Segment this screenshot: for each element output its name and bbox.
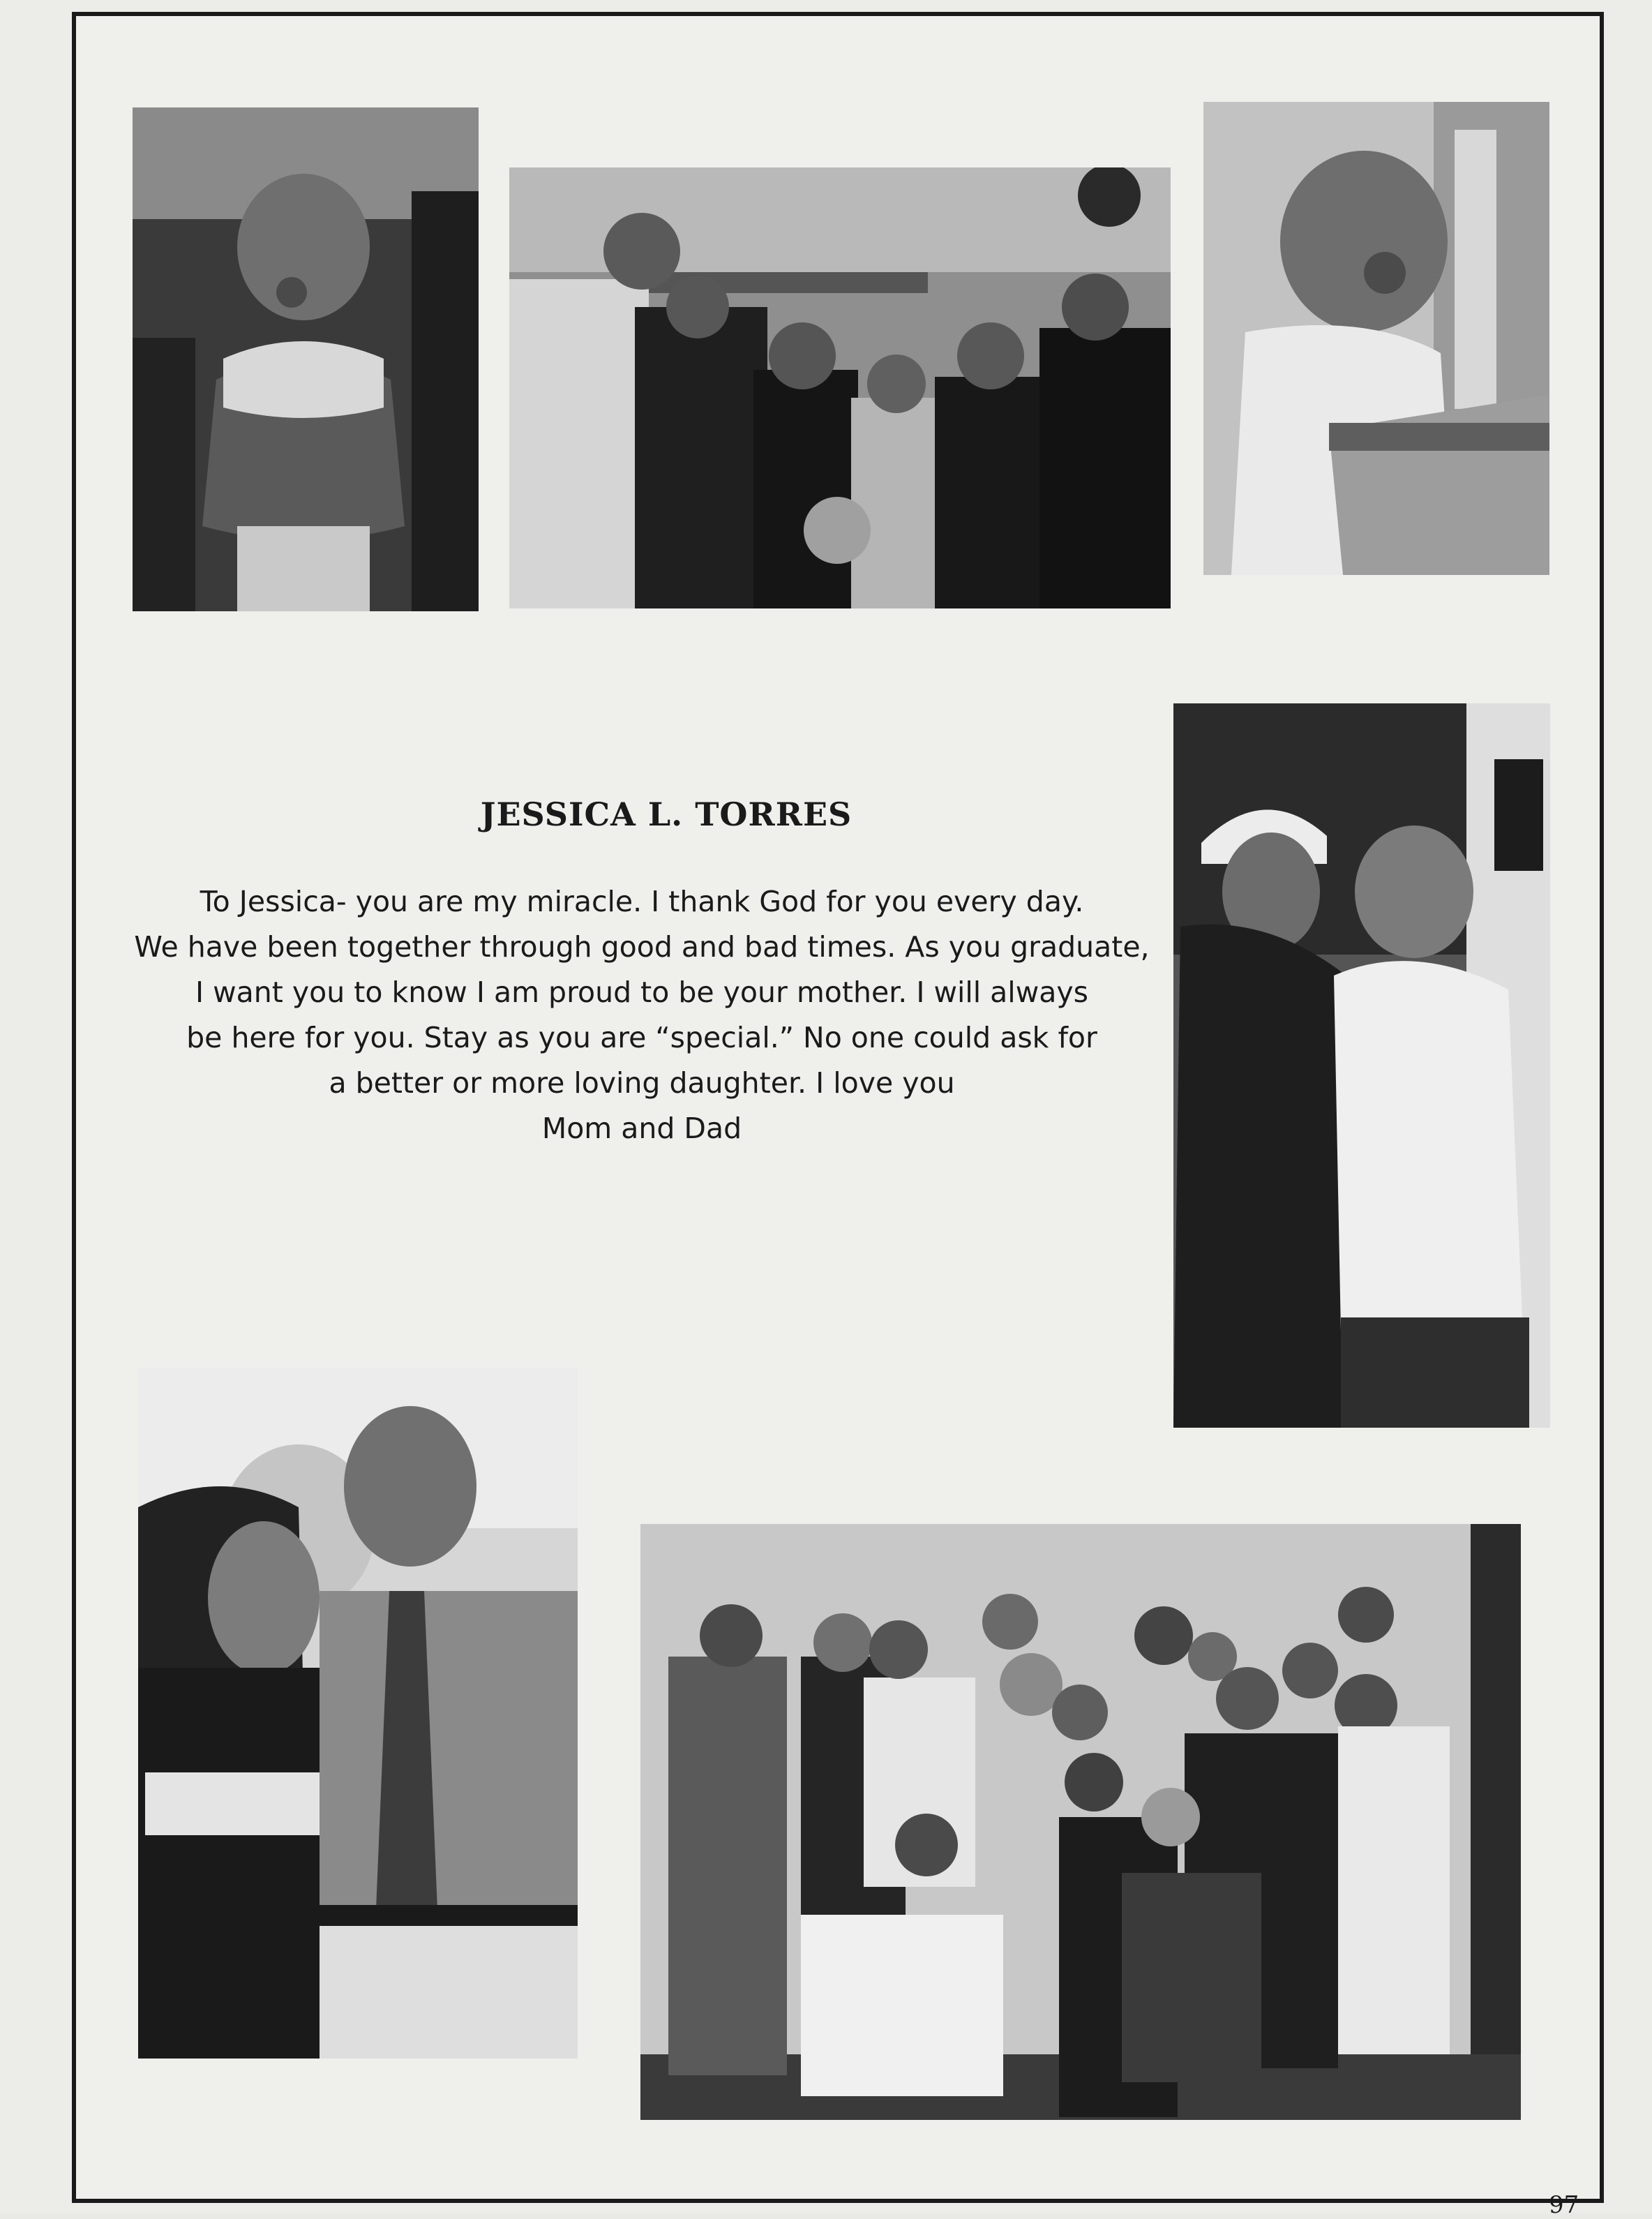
dedication-message [98, 879, 1186, 1151]
message-line: I want you to know I am proud to be your mother. I will always [195, 976, 1088, 1009]
photo-baby-standing [133, 107, 479, 611]
photo-baby-in-pot [1203, 102, 1549, 575]
student-name-title: JESSICA L. TORRES [480, 795, 853, 833]
photo-with-mother [1173, 703, 1550, 1428]
photo-family-group [640, 1524, 1521, 2120]
message-line: To Jessica- you are my miracle. I thank God for you every day. [200, 885, 1084, 918]
message-line: We have been together through good and bad times. As you graduate, [134, 930, 1150, 964]
message-line: a better or more loving daughter. I love you [329, 1066, 955, 1100]
message-line: be here for you. Stay as you are “special.” No one could ask for [186, 1021, 1097, 1054]
page-number: 97 [1549, 2191, 1579, 2219]
message-signature: Mom and Dad [541, 1112, 742, 1145]
photo-group-young-people [509, 167, 1171, 608]
photo-with-father [138, 1368, 578, 2059]
